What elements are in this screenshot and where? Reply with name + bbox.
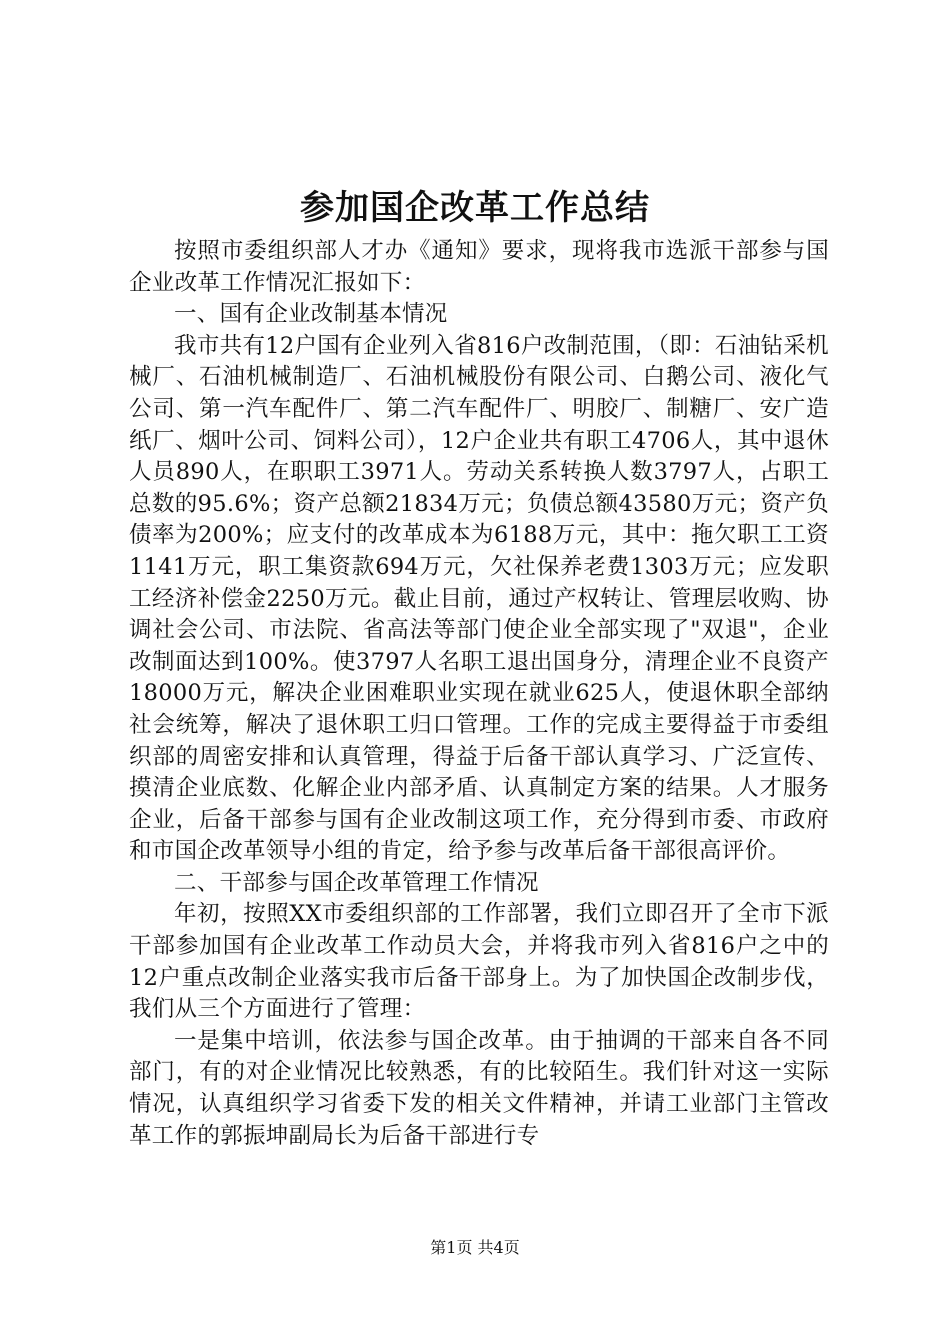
section-heading-2: 二、干部参与国企改革管理工作情况 — [174, 869, 539, 896]
paragraph-basic-situation: 我市共有12户国有企业列入省816户改制范围，（即：石油钻采机械厂、石油机械制造厂、石油机械股份有限公司、白鹅公司、液化气公司、第一汽车配件厂、第二汽车配件厂、明胶厂、制糖厂、安广造纸厂、烟叶公司、饲料公司），12户企业共有职工4706人，其中退休人员890人，在职职工3971人。劳动关系转换人数3797人，占职工总数的95.6%；资产总额21834万元；负债总额43580万元；资产负债率为200%；应支付的改革成本为6188万元，其中：拖欠职工工资1141万元，职工集资款694万元，欠社保养老费1303万元；应发职工经济补偿金2250万元。截止目前，通过产权转让、管理层收购、协调社会公司、市法院、省高法等部门使企业全部实现了"双退"，企业改制面达到100%。使3797人名职工退出国身分，清理企业不良资产18000万元，解决企业困难职业实现在就业625人，使退休职全部纳社会统筹，解决了退休职工归口管理。工作的完成主要得益于市委组织部的周密安排和认真管理，得益于后备干部认真学习、广泛宣传、摸清企业底数、化解企业内部矛盾、认真制定方案的结果。人才服务企业，后备干部参与国有企业改制这项工作，充分得到市委、市政府和市国企改革领导小组的肯定，给予参与改革后备干部很高评价。 — [129, 332, 829, 865]
document-title: 参加国企改革工作总结 — [300, 188, 650, 228]
paragraph-training: 一是集中培训，依法参与国企改革。由于抽调的干部来自各不同部门，有的对企业情况比较熟悉，有的比较陌生。我们针对这一实际情况，认真组织学习省委下发的相关文件精神，并请工业部门主管改革工作的郭振坤副局长为后备干部进行专 — [129, 1027, 829, 1149]
paragraph-intro: 按照市委组织部人才办《通知》要求，现将我市选派干部参与国企业改革工作情况汇报如下： — [129, 238, 829, 296]
page-number: 第1页 共4页 — [430, 1238, 520, 1257]
page-footer — [0, 1238, 950, 1258]
section-heading-1: 一、国有企业改制基本情况 — [174, 301, 448, 328]
document-body — [129, 236, 829, 1152]
paragraph-management: 年初，按照XX市委组织部的工作部署，我们立即召开了全市下派干部参加国有企业改革工作动员大会，并将我市列入省816户之中的12户重点改制企业落实我市后备干部身上。为了加快国企改制步伐，我们从三个方面进行了管理： — [129, 901, 829, 1023]
